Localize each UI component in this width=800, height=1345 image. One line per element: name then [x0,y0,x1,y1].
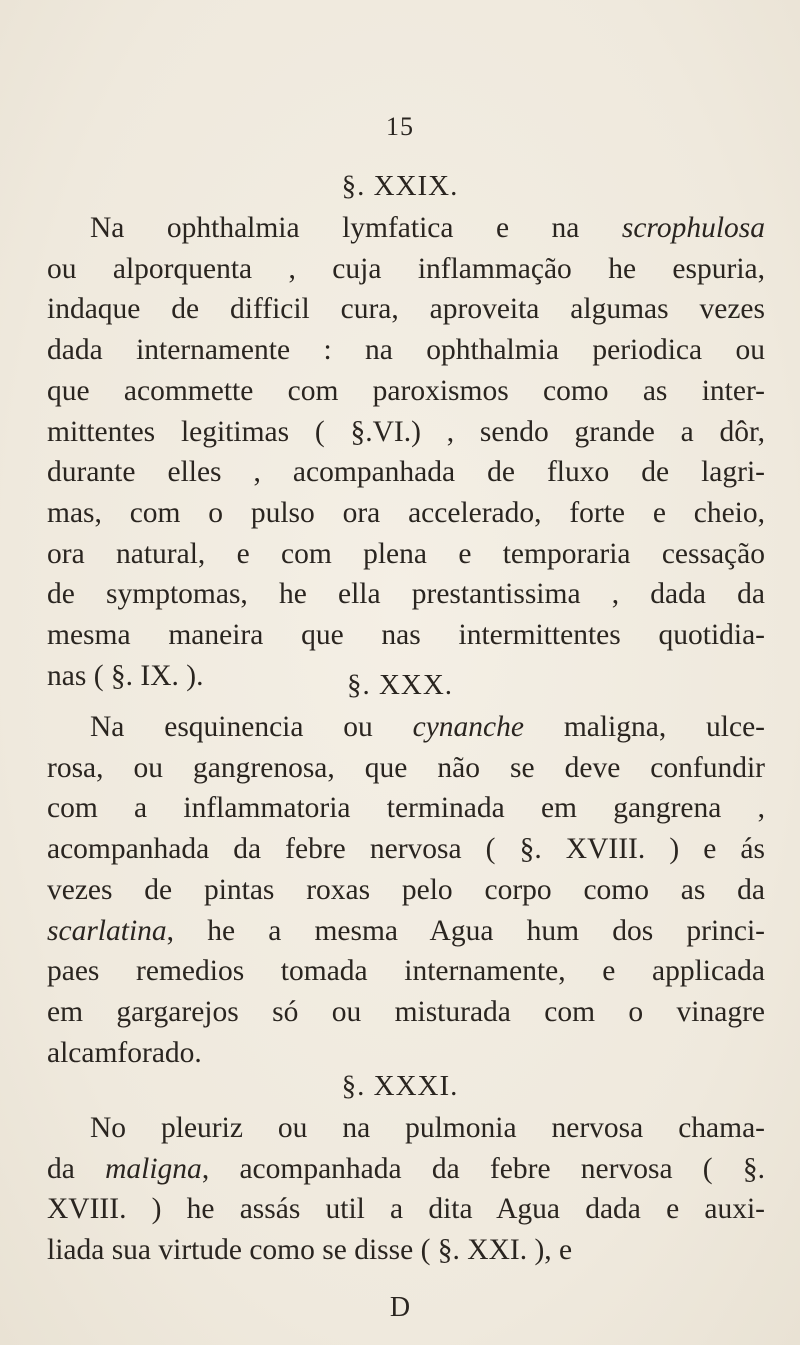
text-line: acompanhada da febre nervosa ( §. XVIII. ) e ás [47,833,765,866]
text-line: ou alporquenta , cuja inflammação he espuria, [47,252,765,285]
section-heading: §. XXX. [346,669,454,701]
text-line: Na ophthalmia lymfatica e na scrophulosa [90,212,765,244]
italic-term: scrophulosa [621,212,765,244]
text-line: mittentes legitimas ( §.VI.) , sendo grande a dôr, [47,415,765,448]
text-line: alcamforado. [47,1036,202,1069]
text-line: de symptomas, he ella prestantissima , dada da [47,578,765,611]
text-line: mesma maneira que nas intermittentes quotidia- [47,619,765,651]
text-line: vezes de pintas roxas pelo corpo como as da [47,873,765,906]
section-heading: §. XXXI. [341,1070,459,1102]
text-line: da maligna, acompanhada da febre nervosa ( §. [47,1152,766,1185]
text-line: que acommette com paroxismos como as inter- [47,374,765,407]
italic-term: scarlatina [47,914,167,947]
page-number: 15 [386,112,414,141]
signature-mark: D [389,1292,411,1323]
text-line: paes remedios tomada internamente, e applicada [47,955,765,988]
section-heading: §. XXIX. [341,170,459,202]
text-line: indaque de difficil cura, aproveita algumas vezes [47,293,765,326]
italic-term: cynanche [412,711,524,743]
text-line: XVIII. ) he assás util a dita Agua dada e auxi- [47,1193,765,1226]
text-line: dada internamente : na ophthalmia periodica ou [47,334,765,367]
text-line: durante elles , acompanhada de fluxo de lagri- [47,456,765,489]
text-line: scarlatina, he a mesma Agua hum dos princi- [47,914,765,947]
text-line: No pleuriz ou na pulmonia nervosa chama- [90,1112,765,1144]
text-line: em gargarejos só ou misturada com o vinagre [47,995,765,1028]
italic-term: maligna [105,1152,202,1185]
text-line: liada sua virtude como se disse ( §. XXI. ), e [47,1234,573,1267]
text-line: Na esquinencia ou cynanche maligna, ulce- [90,711,766,743]
text-line: com a inflammatoria terminada em gangrena , [47,792,765,825]
text-line: mas, com o pulso ora accelerado, forte e cheio, [47,496,765,529]
text-line: nas ( §. IX. ). [47,659,204,692]
text-line: rosa, ou gangrenosa, que não se deve confundir [47,751,765,784]
text-line: ora natural, e com plena e temporaria cessação [47,537,765,570]
